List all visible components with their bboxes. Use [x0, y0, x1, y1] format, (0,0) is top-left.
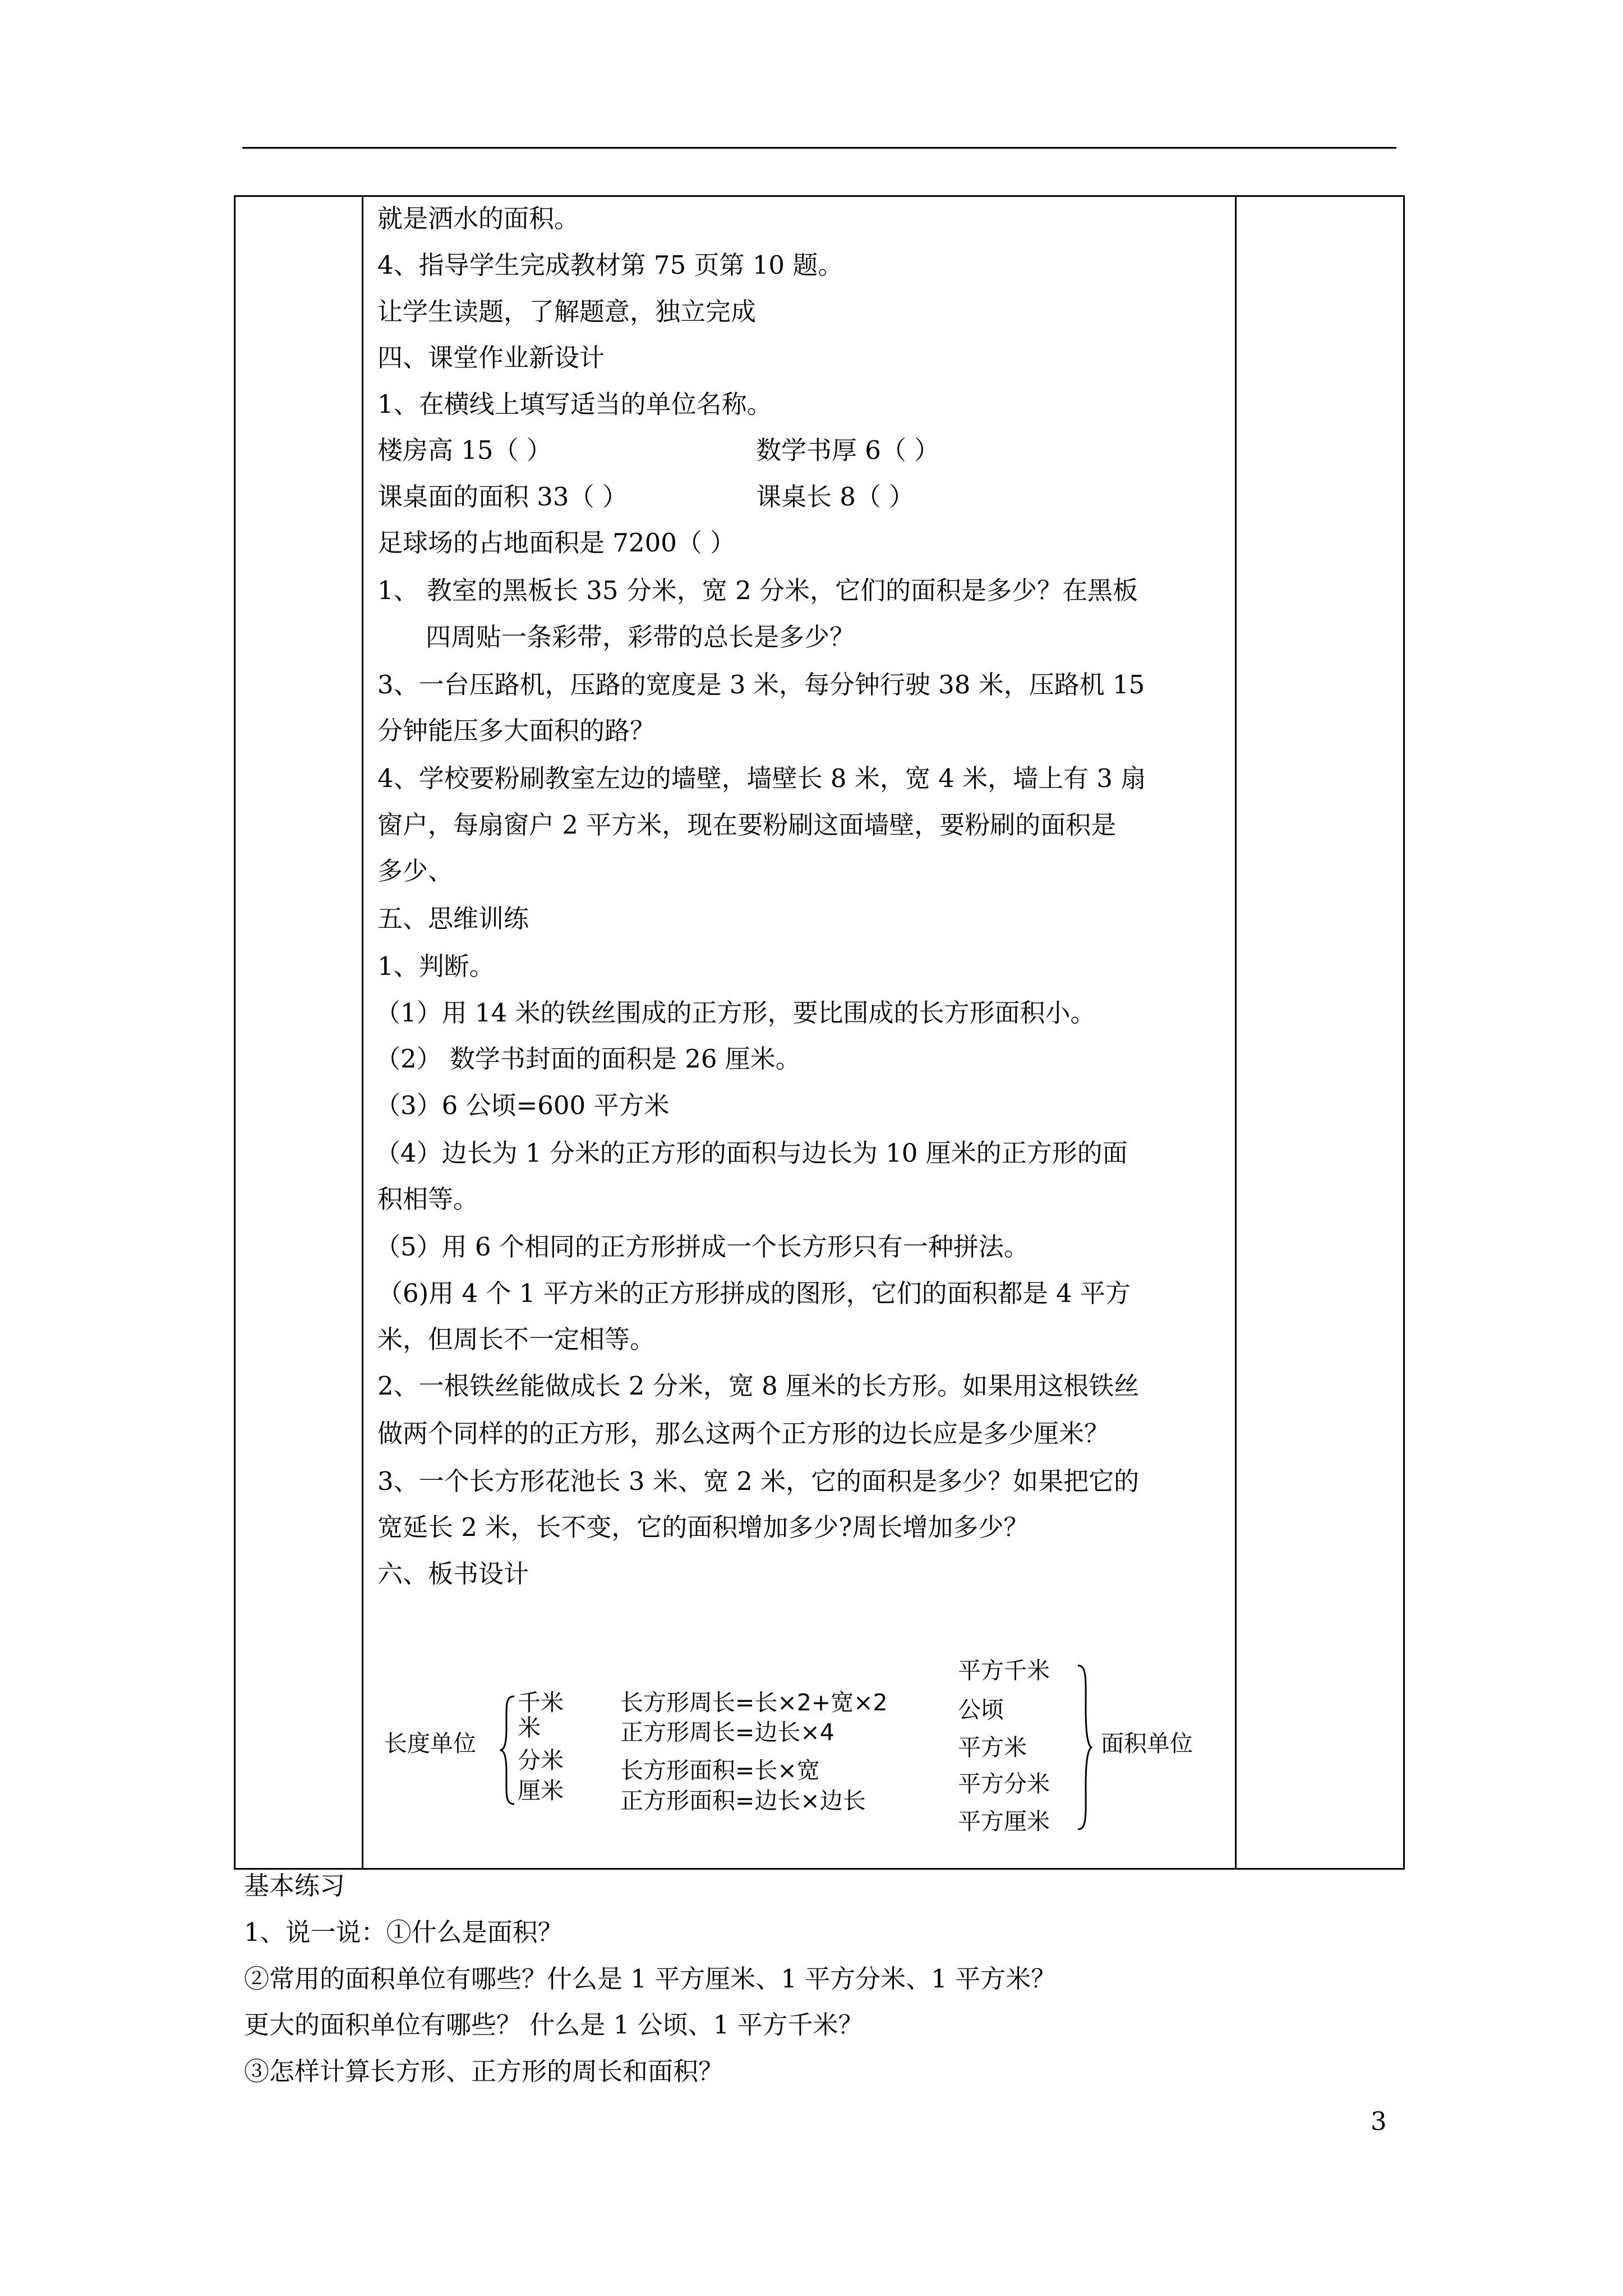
header-rule	[242, 147, 1396, 149]
length-unit: 米	[518, 1714, 541, 1741]
area-unit: 平方分米	[958, 1770, 1050, 1797]
fill-blank-item: 楼房高 15（ ）	[377, 435, 552, 465]
text-line: 让学生读题，了解题意，独立完成	[377, 297, 757, 326]
formula: 正方形面积=边长×边长	[620, 1787, 866, 1814]
area-unit: 公顷	[958, 1696, 1004, 1723]
fill-blank-item: 课桌长 8（ ）	[756, 482, 915, 512]
area-units-label: 面积单位	[1101, 1730, 1193, 1757]
length-unit: 分米	[518, 1747, 564, 1774]
practice-heading: 基本练习	[244, 1871, 345, 1901]
section-heading: 四、课堂作业新设计	[377, 343, 605, 372]
fill-blank-row: 足球场的占地面积是 7200（ ）	[377, 528, 736, 558]
judge-item: （1）用 14 米的铁丝围成的正方形，要比围成的长方形面积小。	[375, 998, 1096, 1028]
question-line: 1、 教室的黑板长 35 分米，宽 2 分米，它们的面积是多少？在黑板	[377, 576, 1138, 605]
question-line: 多少、	[377, 856, 454, 886]
practice-line: ③怎样计算长方形、正方形的周长和面积？	[244, 2056, 724, 2086]
question-line: 窗户，每扇窗户 2 平方米，现在要粉刷这面墙壁，要粉刷的面积是	[377, 810, 1117, 840]
text-line: 4、指导学生完成教材第 75 页第 10 题。	[377, 250, 843, 280]
table-divider-2	[1235, 195, 1237, 1868]
fill-blank-item: 数学书厚 6（ ）	[756, 435, 940, 465]
area-unit: 平方千米	[958, 1657, 1050, 1684]
question-line: 分钟能压多大面积的路？	[377, 716, 656, 746]
judge-item: 米，但周长不一定相等。	[377, 1324, 656, 1354]
table-divider-1	[362, 195, 363, 1868]
practice-line: 更大的面积单位有哪些？ 什么是 1 公顷、1 平方千米？	[244, 2010, 864, 2040]
area-unit: 平方厘米	[958, 1808, 1050, 1835]
fill-blank-row	[377, 480, 915, 514]
judge-item: （4）边长为 1 分米的正方形的面积与边长为 10 厘米的正方形的面	[375, 1138, 1128, 1168]
practice-line: 1、说一说：①什么是面积？	[244, 1917, 563, 1947]
judge-item: （2） 数学书封面的面积是 26 厘米。	[375, 1044, 801, 1074]
question-line: 3、一台压路机，压路的宽度是 3 米，每分钟行驶 38 米，压路机 15	[377, 670, 1145, 700]
section-heading: 五、思维训练	[377, 904, 529, 933]
right-brace-icon	[1076, 1663, 1092, 1832]
page-number: 3	[1371, 2106, 1387, 2136]
judge-item: （3）6 公顷=600 平方米	[375, 1091, 670, 1120]
table-bottom-border	[234, 1868, 1405, 1870]
length-unit: 千米	[518, 1689, 564, 1716]
section-heading: 六、板书设计	[377, 1559, 529, 1589]
question-line: 宽延长 2 米，长不变，它的面积增加多少?周长增加多少？	[377, 1512, 1029, 1542]
judge-item: 积相等。	[377, 1184, 479, 1214]
text-line: 就是洒水的面积。	[377, 204, 580, 233]
formula: 正方形周长=边长×4	[620, 1719, 834, 1746]
table-left-border	[234, 195, 236, 1868]
fill-blank-item: 课桌面的面积 33（ ）	[377, 482, 628, 512]
question-line: 做两个同样的的正方形，那么这两个正方形的边长应是多少厘米？	[377, 1419, 1110, 1448]
question-title: 1、判断。	[377, 951, 495, 981]
practice-line: ②常用的面积单位有哪些？什么是 1 平方厘米、1 平方分米、1 平方米？	[244, 1964, 1057, 1994]
question-title: 1、在横线上填写适当的单位名称。	[377, 389, 772, 419]
board-design-diagram	[377, 1646, 1219, 1843]
fill-blank-row	[377, 434, 940, 467]
table-top-border	[234, 195, 1405, 197]
question-line: 3、一个长方形花池长 3 米、宽 2 米，它的面积是多少？如果把它的	[377, 1466, 1140, 1496]
length-unit: 厘米	[518, 1777, 564, 1804]
area-unit: 平方米	[958, 1734, 1027, 1761]
table-right-border	[1403, 195, 1405, 1868]
formula: 长方形面积=长×宽	[620, 1757, 820, 1784]
question-line: 2、一根铁丝能做成长 2 分米，宽 8 厘米的长方形。如果用这根铁丝	[377, 1371, 1140, 1401]
formula: 长方形周长=长×2+宽×2	[620, 1689, 888, 1716]
question-line: 四周贴一条彩带，彩带的总长是多少？	[426, 622, 855, 652]
question-line: 4、学校要粉刷教室左边的墙壁，墙壁长 8 米，宽 4 米，墙上有 3 扇	[377, 763, 1146, 793]
left-brace-icon	[500, 1694, 517, 1806]
judge-item: （5）用 6 个相同的正方形拼成一个长方形只有一种拼法。	[375, 1232, 1029, 1262]
judge-item: （6)用 4 个 1 平方米的正方形拼成的图形，它们的面积都是 4 平方	[377, 1278, 1131, 1308]
length-units-label: 长度单位	[384, 1730, 476, 1757]
